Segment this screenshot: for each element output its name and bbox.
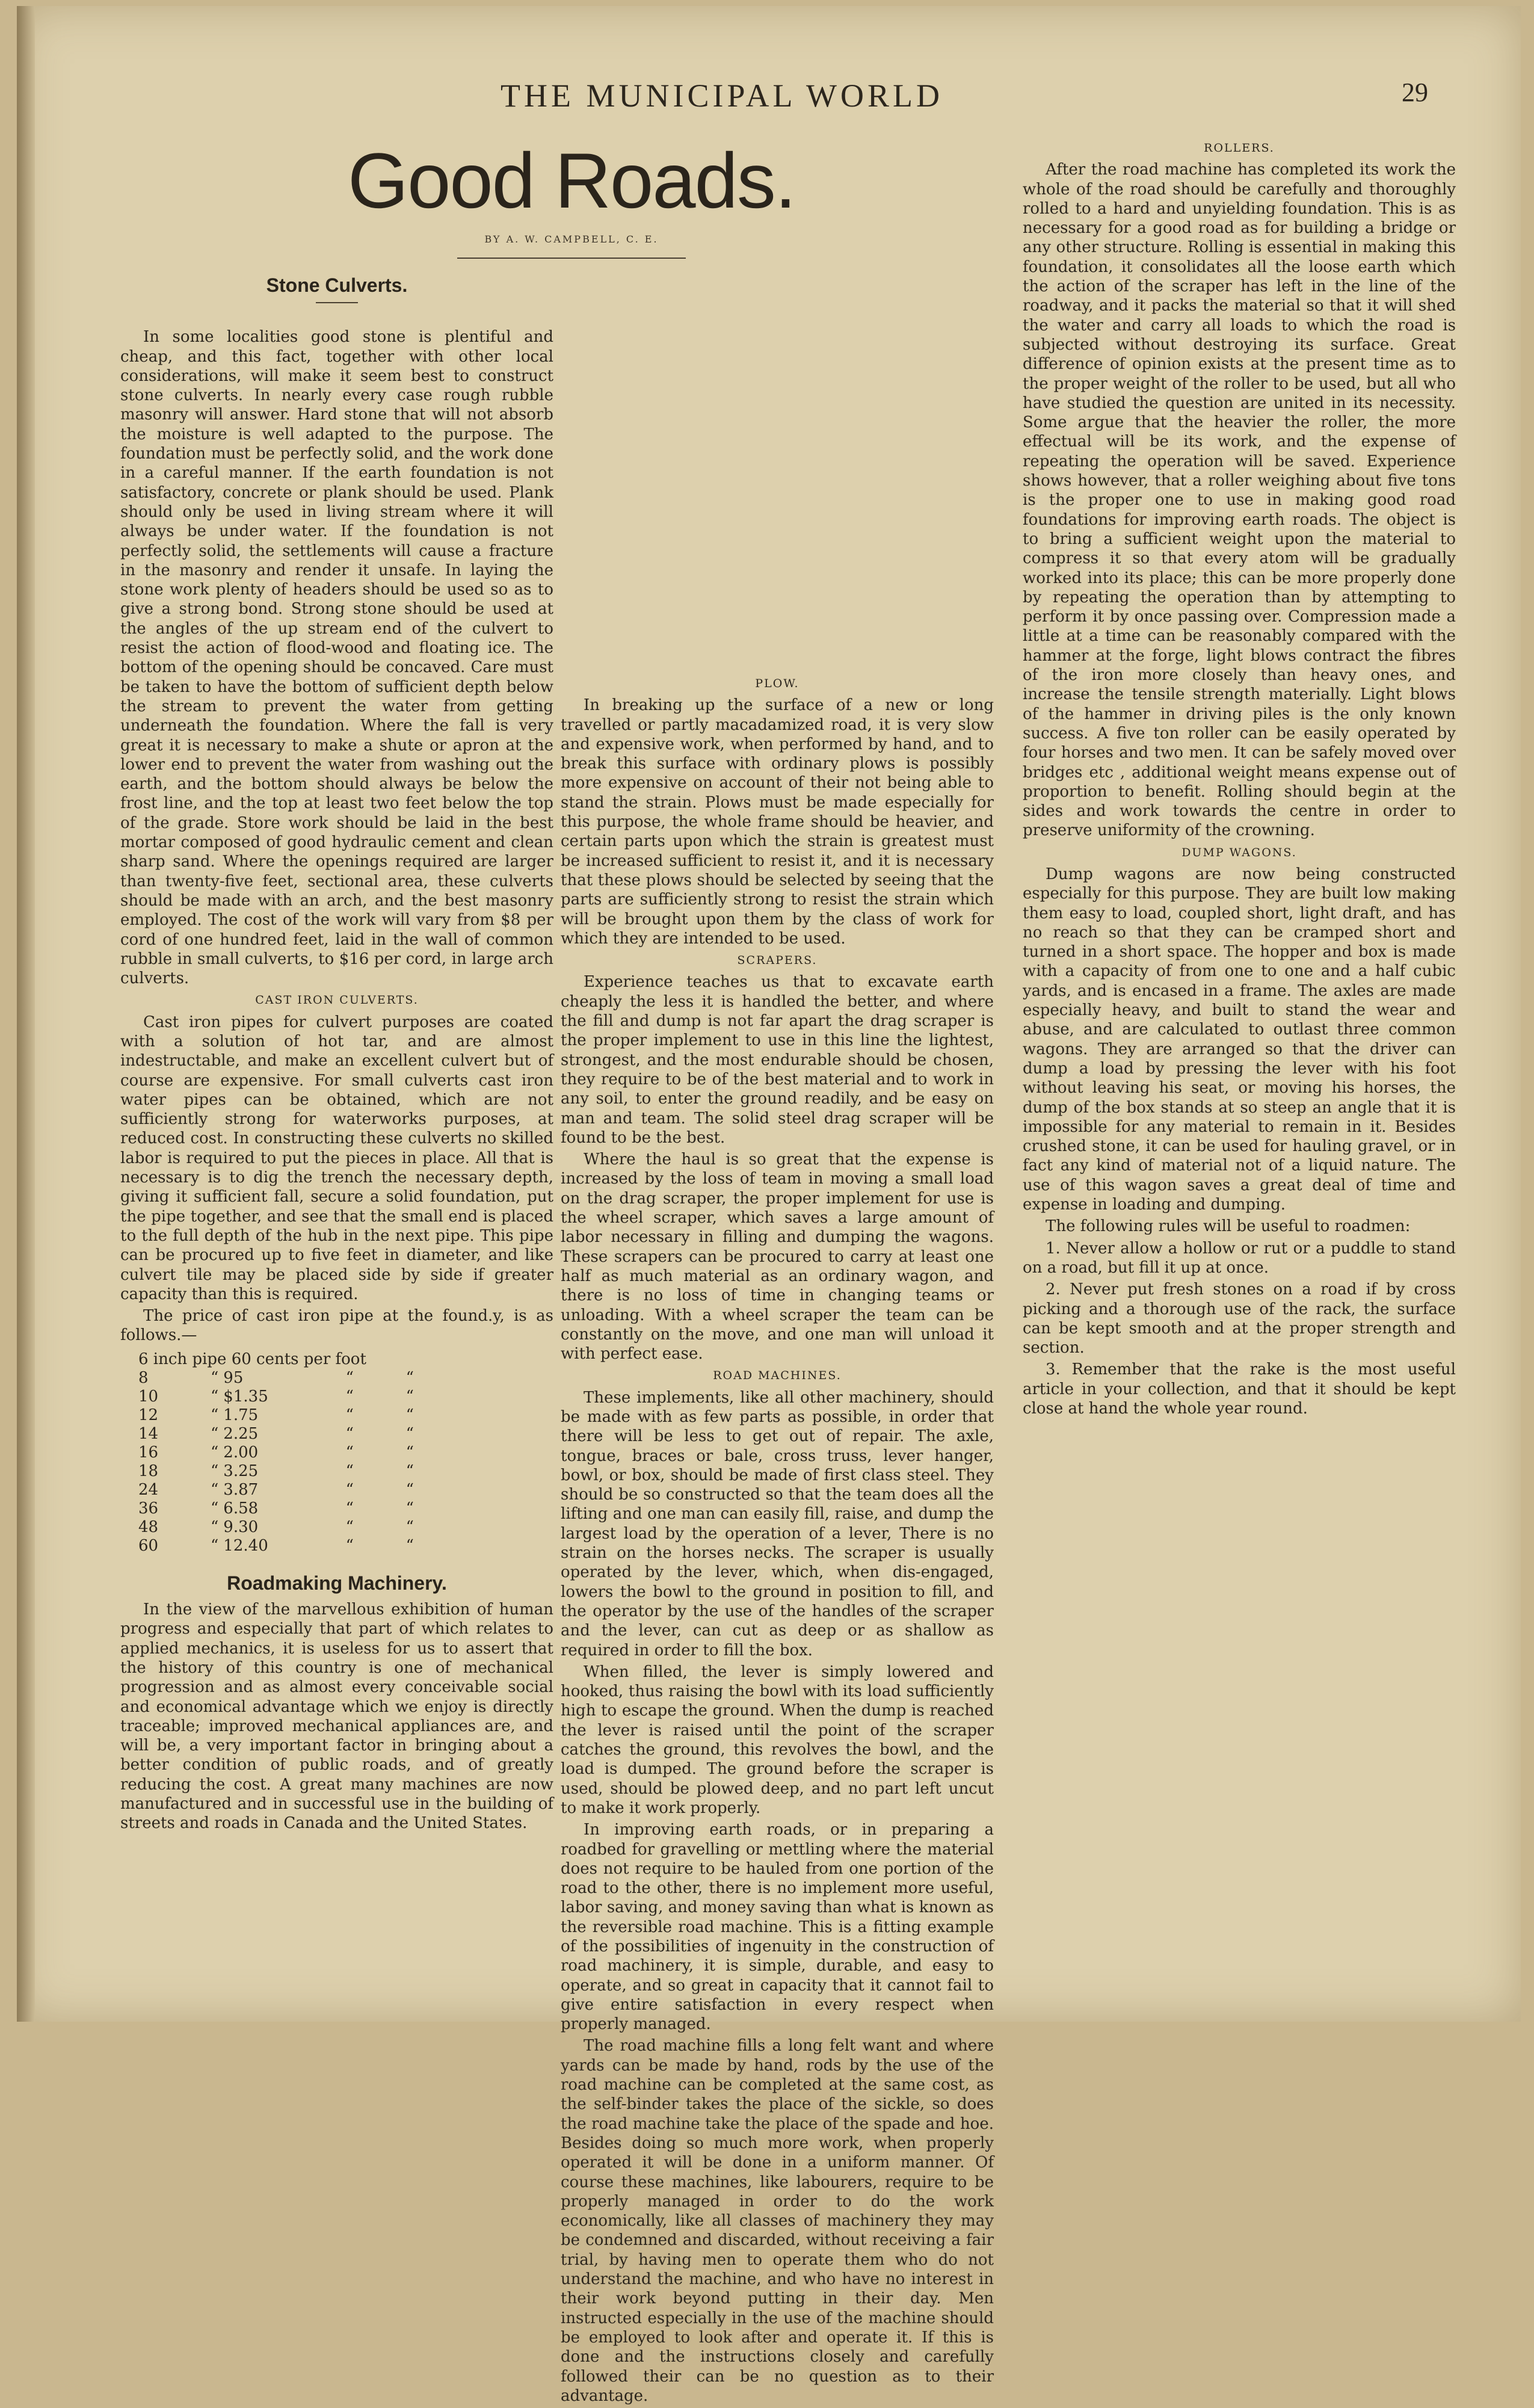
price-table-header: 6 inch pipe 60 cents per foot bbox=[138, 1350, 366, 1368]
price-row bbox=[120, 1443, 553, 1462]
ditto-mark: “ bbox=[345, 1443, 354, 1462]
section-rule bbox=[316, 302, 358, 303]
subheading-road-machines: ROAD MACHINES. bbox=[713, 1369, 842, 1383]
paragraph: When filled, the lever is simply lowered and hooked, thus raising the bowl with its load sufficiently high to escape the ground. When the dump is reached the lever is raised until the point of the scraper catches the ground, this revolves the bowl, and the load is dumped. The ground before the scraper is used, should be plowed deep, and no part left uncut to make it work properly. bbox=[561, 1662, 994, 1817]
ditto-mark: “ bbox=[405, 1406, 414, 1424]
ditto-mark: “ bbox=[405, 1536, 414, 1555]
price-value: 3.25 bbox=[223, 1462, 259, 1480]
ditto-mark: “ bbox=[211, 1480, 219, 1499]
ditto-mark: “ bbox=[211, 1424, 219, 1443]
ditto-mark: “ bbox=[405, 1387, 414, 1406]
price-size: 48 bbox=[138, 1517, 159, 1536]
subheading-rollers: ROLLERS. bbox=[1204, 141, 1275, 155]
price-row bbox=[120, 1518, 553, 1537]
ditto-mark: “ bbox=[405, 1480, 414, 1499]
paragraph: Where the haul is so great that the expense is increased by the loss of team in moving a small load on the drag scraper, the proper implement for use is the wheel scraper, which saves a large amount of labor necessary in filling and dumping the wagons. These scrapers can be procured to carry at least one half as much material as an ordinary wagon, and there is no loss of time in changing teams or unloading. With a wheel scraper the team can be constantly on the move, and one man will unload it with perfect ease. bbox=[561, 1150, 994, 1363]
price-size: 18 bbox=[138, 1462, 159, 1480]
ditto-mark: “ bbox=[405, 1517, 414, 1536]
price-value: 2.25 bbox=[223, 1424, 259, 1443]
ditto-mark: “ bbox=[211, 1387, 219, 1406]
ditto-mark: “ bbox=[211, 1517, 219, 1536]
price-size: 14 bbox=[138, 1424, 159, 1443]
price-value: 12.40 bbox=[223, 1536, 268, 1555]
byline-rule bbox=[457, 258, 686, 259]
ditto-mark: “ bbox=[405, 1443, 414, 1462]
price-row bbox=[120, 1406, 553, 1425]
price-value: 1.75 bbox=[223, 1406, 259, 1424]
ditto-mark: “ bbox=[211, 1368, 219, 1387]
section-heading-stone-culverts: Stone Culverts. bbox=[266, 274, 408, 296]
section-heading-roadmaking-machinery: Roadmaking Machinery. bbox=[227, 1572, 447, 1594]
ditto-mark: “ bbox=[345, 1424, 354, 1443]
subheading-dump-wagons: DUMP WAGONS. bbox=[1181, 845, 1297, 859]
price-value: 2.00 bbox=[223, 1443, 259, 1462]
ditto-mark: “ bbox=[345, 1480, 354, 1499]
ditto-mark: “ bbox=[211, 1462, 219, 1480]
price-row bbox=[120, 1481, 553, 1499]
price-size: 10 bbox=[138, 1387, 159, 1406]
paragraph: The price of cast iron pipe at the found.y, is as follows.— bbox=[120, 1307, 553, 1345]
price-table bbox=[120, 1350, 553, 1555]
price-row bbox=[120, 1462, 553, 1481]
price-value: 9.30 bbox=[223, 1517, 259, 1536]
price-value: 3.87 bbox=[223, 1480, 259, 1499]
page-number: 29 bbox=[1402, 78, 1428, 107]
price-size: 36 bbox=[138, 1499, 159, 1517]
paragraph: The following rules will be useful to roadmen: bbox=[1046, 1217, 1411, 1236]
price-row bbox=[120, 1425, 553, 1443]
ditto-mark: “ bbox=[345, 1499, 354, 1517]
ditto-mark: “ bbox=[405, 1499, 414, 1517]
ditto-mark: “ bbox=[345, 1406, 354, 1424]
subheading-plow: PLOW. bbox=[755, 677, 799, 690]
masthead: THE MUNICIPAL WORLD bbox=[500, 78, 943, 114]
ditto-mark: “ bbox=[345, 1517, 354, 1536]
paragraph: The road machine fills a long felt want and where yards can be made by hand, rods by the use of the road machine can be completed at the same cost, as the self-binder takes the place of the sickle, so does the road machine take the place of the spade and hoe. Besides doing so much more work, when properly operated it will be done in a uniform manner. Of course these machines, like labourers, require to be properly managed in order to do the work economically, like all classes of machinery they may be condemned and discarded, without receiving a fair trial, by having men to operate them who do not understand the machine, and who have no interest in their work beyond putting in their day. Men instructed especially in the use of the machine should be employed to look after and operate it. If this is done and the instructions closely and carefully followed their can be no question as to their advantage. bbox=[561, 2037, 994, 2405]
paragraph: In improving earth roads, or in preparing a roadbed for gravelling or mettling where the material does not require to be hauled from one portion of the road to the other, there is no implement more useful, labor saving, and money saving than what is known as the reversible road machine. This is a fitting example of the possibilities of ingenuity in the construction of road machinery, it is simple, durable, and easy to operate, and so great in capacity that it cannot fail to give entire satisfaction in every respect when properly managed. bbox=[561, 1821, 994, 2034]
price-value: 95 bbox=[223, 1368, 244, 1387]
ditto-mark: “ bbox=[405, 1368, 414, 1387]
paragraph: Dump wagons are now being constructed especially for this purpose. They are built low making them easy to load, coupled short, light draft, and has no reach so that they can be cramped short and turned in a short space. The hopper and box is made with a capacity of from one to one and a half cubic yards, and is encased in a frame. The axles are made especially heavy, and built to stand the wear and abuse, and are calculated to outlast three common wagons. They are arranged so that the driver can dump a load by pressing the lever with his foot without leaving his seat, or moving his horses, the dump of the box stands at so steep an angle that it is impossible for any material to remain in it. Besides crushed stone, it can be used for hauling gravel, or in fact any kind of material not of a liquid nature. The use of this wagon saves a great deal of time and expense in loading and dumping. bbox=[1023, 865, 1456, 1214]
ditto-mark: “ bbox=[405, 1462, 414, 1480]
column-1 bbox=[120, 271, 553, 1836]
ditto-mark: “ bbox=[211, 1443, 219, 1462]
rules-list bbox=[1023, 1239, 1456, 1419]
subheading-cast-iron-culverts: CAST IRON CULVERTS. bbox=[255, 993, 419, 1007]
price-row bbox=[120, 1388, 553, 1406]
price-size: 12 bbox=[138, 1406, 159, 1424]
paragraph: In some localities good stone is plentiful and cheap, and this fact, together with other local considerations, will make it seem best to construct stone culverts. In nearly every case rough rubble masonry will answer. Hard stone that will not absorb the moisture is well adapted to the purpose. The foundation must be perfectly solid, and the work done in a careful manner. If the earth foundation is not satisfactory, concrete or plank should be used. Plank should only be used in living stream where it will always be under water. If the foundation is not perfectly solid, the settlements will cause a fracture in the masonry and render it unsafe. In laying the stone work plenty of headers should be used so as to give a strong bond. Strong stone should be used at the angles of the up stream end of the culvert to resist the action of flood-wood and floating ice. The bottom of the opening should be concaved. Care must be taken to have the bottom of sufficient depth below the stream to prevent the water from getting underneath the foundation. Where the fall is very great it is necessary to make a shute or apron at the lower end to prevent the water from washing out the earth, and the bottom should always be below the frost line, and the top at least two feet below the top of the grade. Store work should be laid in the best mortar composed of good hydraulic cement and clean sharp sand. Where the openings required are larger than twenty-five feet, sectional area, these culverts should be made with an arch, and the best masonry employed. The cost of the work will vary from $8 per cord of one hundred feet, laid in the wall of common rubble in small culverts, to $16 per cord, in large arch culverts. bbox=[120, 328, 553, 988]
binding-gutter bbox=[17, 6, 35, 2022]
rule-item: 2. Never put fresh stones on a road if by cross picking and a thorough use of the rack, the surface can be kept smooth and at the proper strength and section. bbox=[1023, 1280, 1456, 1357]
rule-item: 3. Remember that the rake is the most useful article in your collection, and that it should be kept close at hand the whole year round. bbox=[1023, 1360, 1456, 1418]
column-2 bbox=[561, 674, 994, 2408]
ditto-mark: “ bbox=[345, 1462, 354, 1480]
ditto-mark: “ bbox=[211, 1406, 219, 1424]
ditto-mark: “ bbox=[211, 1499, 219, 1517]
article-title: Good Roads. bbox=[347, 137, 796, 224]
price-size: 8 bbox=[138, 1368, 149, 1387]
paragraph: These implements, like all other machinery, should be made with as few parts as possible, in order that there will be less to get out of repair. The axle, tongue, braces or bale, cross truss, lever hanger, bowl, or box, should be made of first class steel. They should be so constructed so that the team does all the lifting and one man can easily fill, raise, and dump the largest load by the operation of a lever, There is no strain on the horses necks. The scraper is usually operated by the lever, which, when dis-engaged, lowers the bowl to the ground in position to fill, and the operator by the use of the handles of the scraper and the lever, can cut as deep or as shallow as required in order to fill the box. bbox=[561, 1388, 994, 1659]
price-row bbox=[120, 1369, 553, 1388]
price-row bbox=[120, 1537, 553, 1555]
paragraph: Experience teaches us that to excavate earth cheaply the less it is handled the better, and where the fill and dump is not far apart the drag scraper is the proper implement to use in this line the lightest, strongest, and the most endurable should be chosen, they require to be of the best material and to work in any soil, to enter the ground readily, and be easy on man and team. The solid steel drag scraper will be found to be the best. bbox=[561, 973, 994, 1147]
ditto-mark: “ bbox=[211, 1536, 219, 1555]
ditto-mark: “ bbox=[345, 1536, 354, 1555]
ditto-mark: “ bbox=[345, 1368, 354, 1387]
subheading-scrapers: SCRAPERS. bbox=[737, 954, 818, 968]
price-row bbox=[120, 1499, 553, 1518]
column-3 bbox=[1023, 138, 1456, 1421]
paragraph: After the road machine has completed its work the whole of the road should be carefully and thoroughly rolled to a hard and unyielding foundation. This is as necessary for a good road as for building a bridge or any other structure. Rolling is essential in making this foundation, it consolidates all the loose earth which the action of the scraper has left in the line of the roadway, and it packs the material so that it will shed the water and carry all loads to which the road is subjected without destroying its surface. Great difference of opinion exists at the present time as to the proper weight of the roller to be used, but all who have studied the question are united in its necessity. Some argue that the heavier the roller, the more effectual will be its work, and the expense of repeating the operation will be saved. Experience shows however, that a roller weighing about five tons is the proper one to use in making good road foundations for improving earth roads. The object is to bring a sufficient weight upon the material to compress it so that every atom will be gradually worked into its place; this can be more properly done by repeating the operation than by attempting to perform it by once passing over. Compression made a little at a time can be reasonably compared with the hammer at the forge, light blows contract the fibres of the iron more closely than heavy ones, and increase the tensile strength materially. Light blows of the hammer in driving piles is the only known success. A five ton roller can be easily operated by four horses and two men. It can be safely moved over bridges etc , additional weight means expense out of proportion to benefit. Rolling should begin at the sides and work towards the centre in order to preserve uniformity of the crowning. bbox=[1023, 161, 1456, 840]
price-size: 60 bbox=[138, 1536, 159, 1555]
price-size: 24 bbox=[138, 1480, 159, 1499]
price-value: 6.58 bbox=[223, 1499, 259, 1517]
ditto-mark: “ bbox=[405, 1424, 414, 1443]
byline: BY A. W. CAMPBELL, C. E. bbox=[484, 233, 659, 245]
price-size: 16 bbox=[138, 1443, 159, 1462]
paragraph: Cast iron pipes for culvert purposes are coated with a solution of hot tar, and are almost indestructable, and make an excellent culvert but of course are expensive. For small culverts cast iron water pipes can be obtained, which are not sufficiently strong for waterworks purposes, at reduced cost. In constructing these culverts no skilled labor is required to put the pieces in place. All that is necessary is to dig the trench the necessary depth, giving it sufficient fall, secure a solid foundation, put the pipe together, and see that the small end is placed to the full depth of the hub in the next pipe. This pipe can be procured up to five feet in diameter, and like culvert tile may be placed side by side if greater capacity than this is required. bbox=[120, 1013, 553, 1303]
ditto-mark: “ bbox=[345, 1387, 354, 1406]
rule-item: 1. Never allow a hollow or rut or a puddle to stand on a road, but fill it up at once. bbox=[1023, 1239, 1456, 1277]
price-value: $1.35 bbox=[223, 1387, 268, 1406]
paragraph: In breaking up the surface of a new or long travelled or partly macadamized road, it is very slow and expensive work, when performed by hand, and to break this surface with ordinary plows is possibly more expensive on account of their not being able to stand the strain. Plows must be made especially for this purpose, the whole frame should be heavier, and certain parts upon which the strain is greatest must be increased sufficient to resist it, and it is necessary that these plows should be selected by seeing that the parts are sufficiently strong to resist the strain which will be brought upon them by the class of work for which they are intended to be used. bbox=[561, 696, 994, 948]
paragraph: In the view of the marvellous exhibition of human progress and especially that part of which relates to applied mechanics, it is useless for us to assert that the history of this country is one of mechanical progression and as almost every conceivable social and economical advantage which we enjoy is directly traceable; improved mechanical appliances are, and will be, a very important factor in bringing about a better condition of public roads, and of greatly reducing the cost. A great many machines are now manufactured and in successful use in the building of streets and roads in Canada and the United States. bbox=[120, 1601, 553, 1833]
